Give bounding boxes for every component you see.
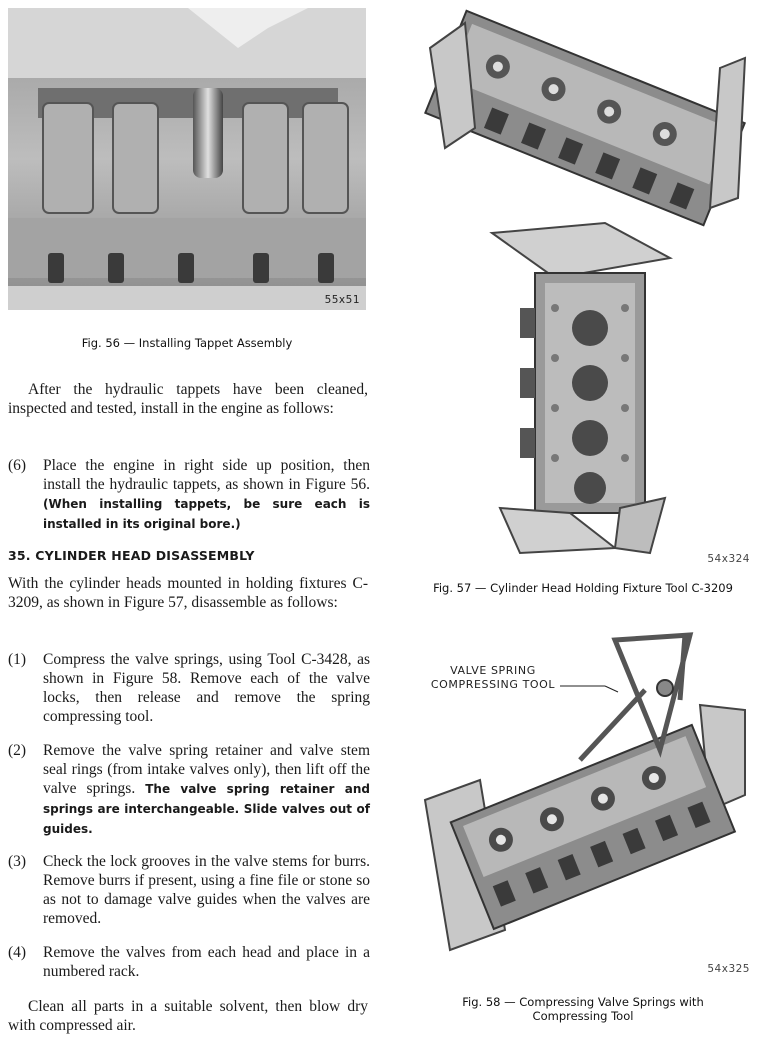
step-text: Remove the valves from each head and place in a numbered rack.: [43, 944, 370, 980]
fig58-caption-line-1: Fig. 58 — Compressing Valve Springs with: [462, 995, 704, 1009]
step-1: [8, 650, 370, 726]
step-number: (3): [8, 853, 27, 870]
step-number: (6): [8, 457, 27, 474]
intro-paragraph: After the hydraulic tappets have been cleaned, inspected and tested, install in the engine as follows:: [8, 381, 368, 417]
fig58-caption-line-2: Compressing Tool: [532, 1009, 634, 1023]
section-intro: With the cylinder heads mounted in holding fixtures C-3209, as shown in Figure 57, disassemble as follows:: [8, 575, 368, 611]
step-number: (4): [8, 944, 27, 961]
fig56-code: 55x51: [324, 294, 360, 306]
step-text: Check the lock grooves in the valve stems for burrs. Remove burrs if present, using a fine file or stone so as not to damage valve guides when the valves are removed.: [43, 853, 370, 927]
fig58-caption: [408, 995, 758, 1023]
step-3: [8, 852, 370, 928]
fig56-caption: Fig. 56 — Installing Tappet Assembly: [81, 336, 293, 350]
callout-line-2: COMPRESSING TOOL: [430, 678, 556, 691]
step-text: Remove the valve spring retainer and valve stem seal rings (from intake valves only), then lift off the valve springs.: [43, 742, 370, 797]
step-bold-note: The valve spring retainer and springs are interchangeable. Slide valves out of guides.: [43, 782, 370, 836]
step-2: [8, 741, 370, 839]
fig56-photo: [8, 8, 366, 310]
fig57-code: 54x324: [707, 553, 750, 565]
closing-paragraph: Clean all parts in a suitable solvent, then blow dry with compressed air.: [8, 998, 368, 1034]
fig58-callout-label: [418, 664, 568, 692]
step-6: [8, 456, 370, 534]
callout-line-1: VALVE SPRING: [450, 664, 536, 677]
fig57-photo: [420, 8, 750, 568]
fig57-caption: Fig. 57 — Cylinder Head Holding Fixture Tool C-3209: [433, 581, 733, 595]
step-bold-note: (When installing tappets, be sure each is installed in its original bore.): [43, 497, 370, 531]
callout-leader-line: [560, 670, 620, 700]
step-text: Place the engine in right side up position, then install the hydraulic tappets, as shown in Figure 56.: [43, 457, 370, 493]
step-number: (1): [8, 651, 27, 668]
step-4: [8, 943, 370, 981]
step-number: (2): [8, 742, 27, 759]
fig58-code: 54x325: [707, 963, 750, 975]
section-heading: 35. CYLINDER HEAD DISASSEMBLY: [8, 548, 255, 563]
step-text: Compress the valve springs, using Tool C-3428, as shown in Figure 58. Remove each of the valve locks, then release and remove the spring compressing tool.: [43, 651, 370, 725]
